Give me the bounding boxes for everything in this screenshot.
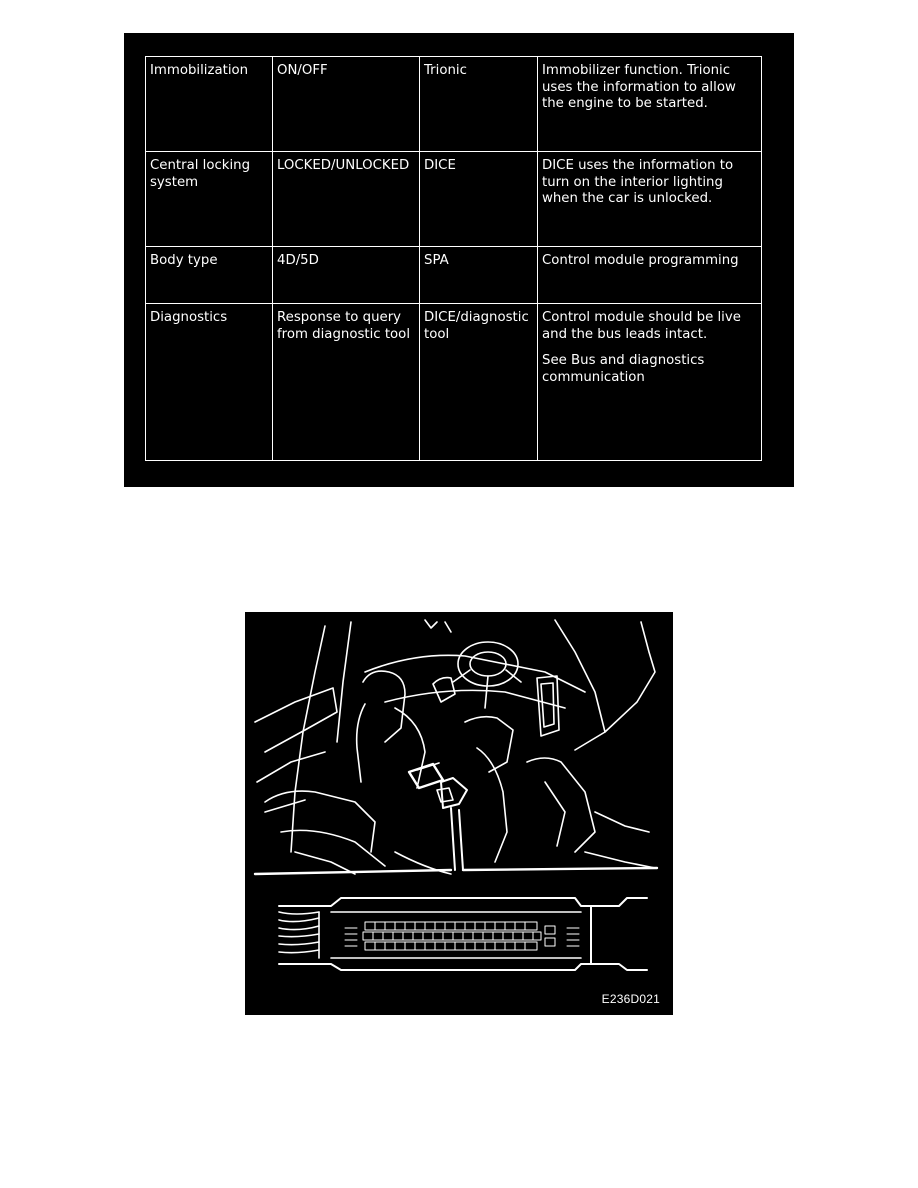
table-row <box>146 57 762 152</box>
table-row <box>146 304 762 461</box>
table-row <box>146 247 762 304</box>
table-row <box>146 152 762 247</box>
signal-table-panel <box>124 33 794 487</box>
signal-cell: Central locking system <box>146 152 273 247</box>
signal-cell: Diagnostics <box>146 304 273 461</box>
function-cell: Immobilizer function. Trionic uses the information to allow the engine to be started. <box>538 57 762 152</box>
signal-cell: Body type <box>146 247 273 304</box>
receiver-cell: SPA <box>420 247 538 304</box>
paragraph-gap <box>542 343 757 353</box>
connector-detail <box>279 898 647 970</box>
value-cell: LOCKED/UNLOCKED <box>273 152 420 247</box>
function-cell: DICE uses the information to turn on the interior lighting when the car is unlocked. <box>538 152 762 247</box>
receiver-cell: Trionic <box>420 57 538 152</box>
receiver-cell: DICE <box>420 152 538 247</box>
car-interior-illustration <box>245 612 673 1015</box>
receiver-cell: DICE/diagnostic tool <box>420 304 538 461</box>
signal-cell: Immobilization <box>146 57 273 152</box>
connector-location-figure <box>245 612 673 1015</box>
function-cell: Control module programming <box>538 247 762 304</box>
figure-caption: E236D021 <box>601 992 660 1006</box>
function-cell: Control module should be live and the bus leads intact. See Bus and diagnostics communication <box>538 304 762 461</box>
signal-table <box>145 56 762 461</box>
value-cell: Response to query from diagnostic tool <box>273 304 420 461</box>
value-cell: ON/OFF <box>273 57 420 152</box>
value-cell: 4D/5D <box>273 247 420 304</box>
